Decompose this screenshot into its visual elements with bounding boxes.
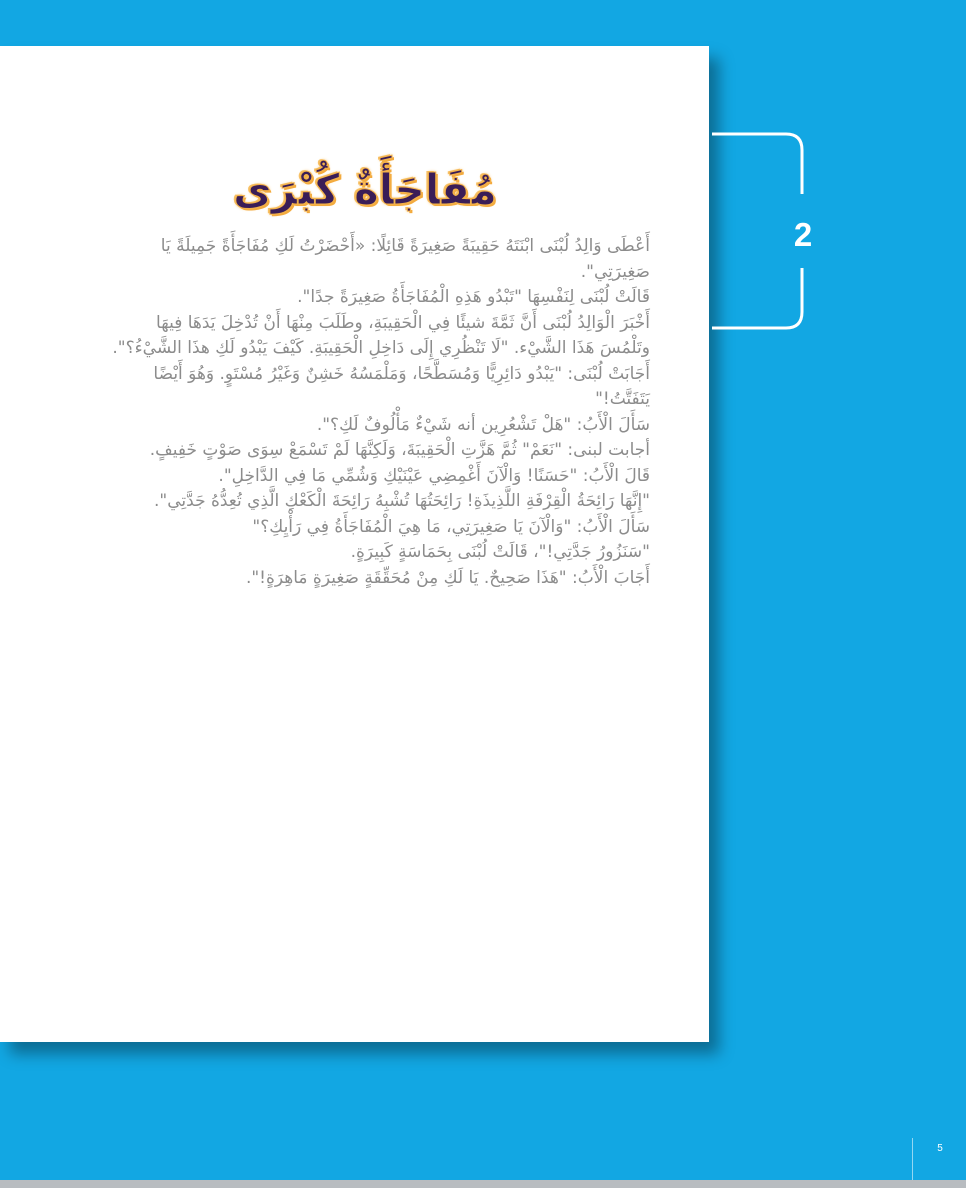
story-paragraph: "إِنَّهَا رَائِحَةُ الْقِرْفَةِ اللَّذِيذَةِ! رَائِحَتُهَا تُشْبِهُ رَائِحَةَ الْكَعْكِ الَّذِي تُعِدُّهُ جَدَّتِي".: [154, 491, 650, 511]
chapter-number: 2: [793, 216, 813, 253]
story-paragraph: أَخْبَرَ الْوَالِدُ لُبْنَى أَنَّ ثَمَّةَ شيئًا فِي الْحَقِيبَةِ، وطَلَبَ مِنْهَا أَنْ تُدْخِلَ يَدَهَا فِيهَا وتَلْمُسَ هَذَا الشَّيْء. "لَا تَنْظُرِي إِلَى دَاخِلِ الْحَقِيبَةِ. كَيْفَ يَبْدُو لَكِ هذَا الشَّيْءُ؟".: [112, 312, 650, 358]
story-title: مُفَاجَأَةٌ كُبْرَى: [233, 165, 497, 214]
story-page: [0, 46, 709, 1042]
story-paragraph: أجابت لبنى: "نَعَمْ" ثُمَّ هَزَّتِ الْحَقِيبَةَ، وَلَكِنَّهَا لَمْ تَسْمَعْ سِوَى صَوْتٍ خَفِيفٍ.: [149, 440, 650, 460]
story-paragraph: أَعْطَى وَالِدُ لُبْنَى ابْنَتَهُ حَقِيبَةً صَغِيرَةً قَائِلًا: «أَحْضَرْتُ لَكِ مُفَاجَأَةً جَمِيلَةً يَا صَغِيرَتِي".: [160, 236, 650, 282]
story-paragraph: أَجَابَ الْأَبُ: "هَذَا صَحِيحٌ. يَا لَكِ مِنْ مُحَقِّقَةٍ صَغِيرَةٍ مَاهِرَةٍ!".: [245, 567, 650, 588]
page-number: 5: [937, 1143, 943, 1154]
story-paragraph: "سَنَزُورُ جَدَّتِي!"، قَالَتْ لُبْنَى بِحَمَاسَةٍ كَبِيرَةٍ.: [350, 542, 650, 562]
bottom-edge-strip: [0, 1180, 966, 1188]
page-number-divider: [912, 1138, 913, 1180]
story-text: [102, 234, 650, 591]
story-paragraph: أَجَابَتْ لُبْنَى: "يَبْدُو دَائِرِيًّا وَمُسَطَّحًا، وَمَلْمَسُهُ خَشِنٌ وَغَيْرُ مُسْتَوٍ. وَهُوَ أَيْضًا يَتَفَتَّتُ!": [153, 363, 650, 409]
story-paragraph: قَالَتْ لُبْنَى لِنَفْسِهَا "تَبْدُو هَذِهِ الْمُفَاجَأَةُ صَغِيرَةً جدًا".: [297, 287, 650, 307]
story-paragraph: سَأَلَ الْأَبُ: "هَلْ تَشْعُرِين أنه شَيْءٌ مَأْلُوفٌ لَكِ؟".: [316, 414, 650, 435]
story-paragraph: سَأَلَ الْأَبُ: "وَالْآنَ يَا صَغِيرَتِي، مَا هِيَ الْمُفَاجَأَةُ فِي رَأْيِكِ؟": [252, 516, 650, 537]
story-paragraph: قَالَ الْأَبُ: "حَسَنًا! وَالْآنَ أَغْمِضِي عَيْنَيْكِ وَشُمِّي مَا فِي الدَّاخِلِ".: [218, 465, 650, 486]
